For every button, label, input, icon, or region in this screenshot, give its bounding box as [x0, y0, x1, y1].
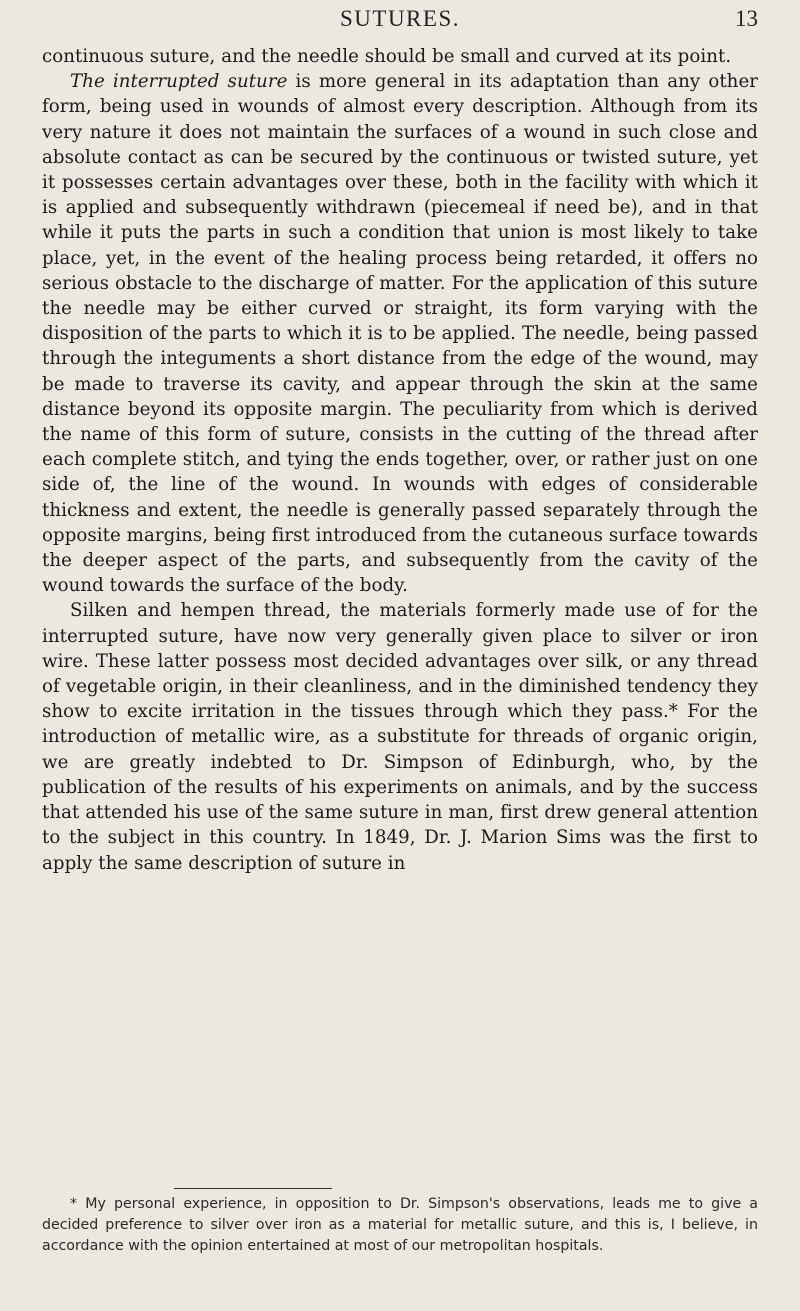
paragraph-text: is more general in its adaptation than any other form, being used in wounds of almost every description. Although from its very nature it does not maintain the surfaces of a wound in such close and absolute contact as can be secured by the continuous or twisted suture, yet it possesses certain advantages over these, both in the facility with which it is applied and subsequently withdrawn (piecemeal if need be), and in that while it puts the parts in such a condition that union is most likely to take place, yet, in the event of the healing process being retarded, it offers no serious obstacle to the discharge of matter. For the application of this suture the needle may be either curved or straight, its form varying with the disposition of the parts to which it is to be applied. The needle, being passed through the integuments a short distance from the edge of the wound, may be made to traverse its cavity, and appear through the skin at the same distance beyond its opposite margin. The peculiarity from which is derived the name of this form of suture, consists in the cutting of the thread after each complete stitch, and tying the ends together, over, or rather just on one side of, the line of the wound. In wounds with edges of considerable thickness and extent, the needle is generally passed separately through the opposite margins, being first introduced from the cutaneous surface towards the deeper aspect of the parts, and subsequently from the cavity of the wound towards the surface of the body.: [42, 71, 759, 597]
running-title: SUTURES.: [340, 6, 460, 31]
paragraph-interrupted-suture: [42, 69, 758, 598]
running-head: [0, 6, 800, 40]
page-number: 13: [735, 6, 758, 31]
body-text: [42, 44, 758, 876]
paragraph-continuation: continuous suture, and the needle should be small and curved at its point.: [42, 46, 732, 67]
footnote: [42, 1194, 758, 1257]
paragraph-silken-thread: Silken and hempen thread, the materials formerly made use of for the interrupted suture, have now very generally given place to silver or iron wire. These latter possess most decided advantages over silk, or any thread of vegetable origin, in their cleanliness, and in the diminished tendency they show to excite irritation in the tissues through which they pass.* For the introduction of metallic wire, as a substitute for threads of organic origin, we are greatly indebted to Dr. Simpson of Edinburgh, who, by the publication of the results of his experiments on animals, and by the success that attended his use of the same suture in man, first drew general attention to the subject in this country. In 1849, Dr. J. Marion Sims was the first to apply the same description of suture in: [42, 600, 758, 874]
footnote-text: * My personal experience, in opposition to Dr. Simpson's observations, leads me to give a decided preference to silver over iron as a material for metallic suture, and this is, I believe, in accordance with the opinion entertained at most of our metropolitan hospitals.: [42, 1196, 758, 1254]
footnote-rule: [174, 1188, 332, 1189]
italic-term: The interrupted suture: [70, 71, 288, 93]
